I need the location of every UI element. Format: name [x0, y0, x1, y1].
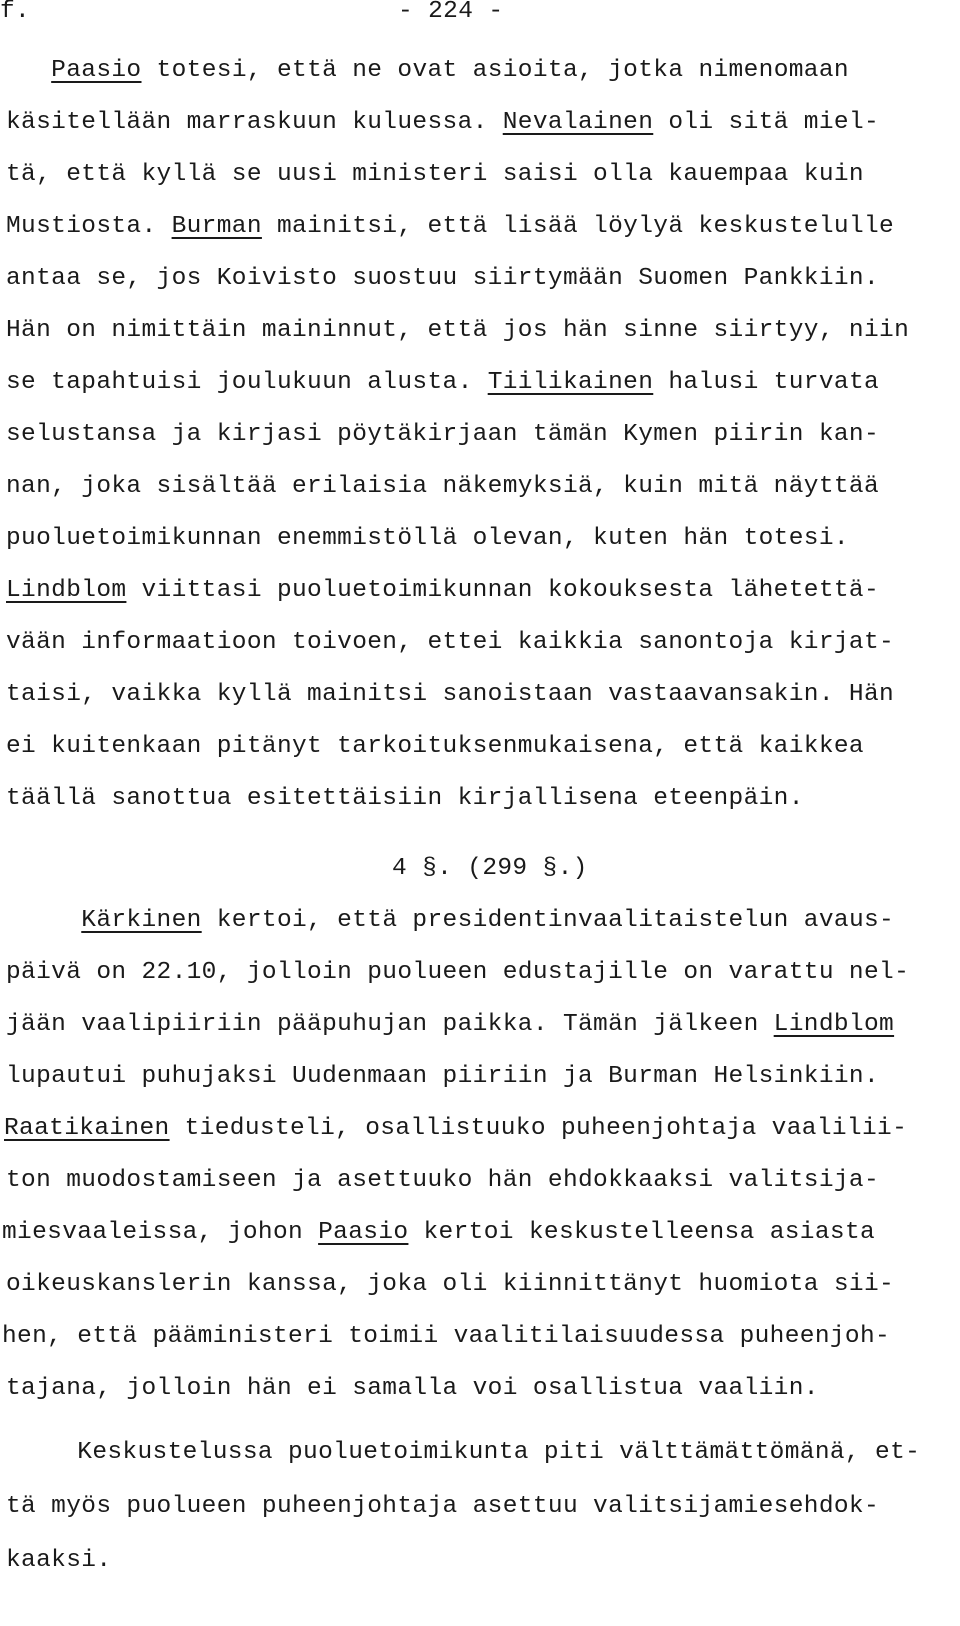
underlined-name: Kärkinen: [81, 907, 202, 934]
text-run: ei kuitenkaan pitänyt tarkoituksenmukaisena, että kaikkea: [6, 733, 864, 760]
text-run: tä myös puolueen puheenjohtaja asettuu valitsijamiesehdok-: [6, 1493, 880, 1520]
text-run: käsitellään marraskuun kuluessa.: [6, 109, 503, 136]
text-line: [4, 1114, 907, 1144]
text-line: [6, 160, 864, 190]
text-run: Mustiosta.: [6, 213, 172, 240]
text-run: oli sitä miel-: [653, 109, 880, 136]
text-run: tä, että kyllä se uusi ministeri saisi olla kauempaa kuin: [6, 161, 864, 188]
header-left-mark: f.: [0, 0, 31, 25]
text-line: [6, 906, 894, 936]
text-run: Hän on nimittäin maininnut, että jos hän sinne siirtyy, niin: [6, 317, 910, 344]
text-line: [6, 732, 864, 762]
text-line: [6, 1546, 111, 1576]
text-run: antaa se, jos Koivisto suostuu siirtymään Suomen Pankkiin.: [6, 265, 880, 292]
text-line: [6, 1374, 819, 1404]
text-run: selustansa ja kirjasi pöytäkirjaan tämän Kymen piirin kan-: [6, 421, 880, 448]
text-run: oikeuskanslerin kanssa, joka oli kiinnittänyt huomiota sii-: [6, 1271, 895, 1298]
text-run: lupautui puhujaksi Uudenmaan piiriin ja Burman Helsinkiin.: [6, 1063, 880, 1090]
text-run: [6, 907, 81, 934]
text-line: [2, 1322, 890, 1352]
text-run: kertoi, että presidentinvaalitaistelun avaus-: [201, 907, 895, 934]
text-run: totesi, että ne ovat asioita, jotka nimenomaan: [141, 57, 849, 84]
text-line: [6, 108, 879, 138]
text-run: viittasi puoluetoimikunnan kokouksesta lähetettä-: [126, 577, 880, 604]
text-line: [6, 524, 849, 554]
text-run: se tapahtuisi joulukuun alusta.: [6, 369, 488, 396]
text-run: tiedusteli, osallistuuko puheenjohtaja vaalilii-: [169, 1115, 908, 1142]
underlined-name: Paasio: [318, 1219, 409, 1246]
text-run: nan, joka sisältää erilaisia näkemyksiä, kuin mitä näyttää: [6, 473, 880, 500]
text-line: [6, 212, 894, 242]
text-line: [6, 958, 909, 988]
text-line: [6, 1010, 894, 1040]
underlined-name: Lindblom: [6, 577, 127, 604]
underlined-name: Paasio: [51, 57, 142, 84]
section-heading: 4 §. (299 §.): [392, 855, 588, 882]
text-run: puoluetoimikunnan enemmistöllä olevan, kuten hän totesi.: [6, 525, 849, 552]
text-line: [6, 1270, 894, 1300]
text-run: taisi, vaikka kyllä mainitsi sanoistaan vastaavansakin. Hän: [6, 681, 895, 708]
text-run: hen, että pääministeri toimii vaalitilaisuudessa puheenjoh-: [2, 1323, 891, 1350]
text-line: [6, 576, 879, 606]
text-line: [6, 368, 879, 398]
text-run: päivä on 22.10, jolloin puolueen edustajille on varattu nel-: [6, 959, 910, 986]
text-run: [6, 57, 51, 84]
text-run: kaaksi.: [6, 1547, 112, 1574]
text-line: [6, 420, 879, 450]
underlined-name: Tiilikainen: [487, 369, 654, 396]
text-line: [6, 680, 894, 710]
text-line: [6, 264, 879, 294]
text-line: [6, 316, 909, 346]
text-run: tajana, jolloin hän ei samalla voi osallistua vaaliin.: [6, 1375, 819, 1402]
underlined-name: Nevalainen: [502, 109, 654, 136]
text-line: [2, 1218, 875, 1248]
text-line: [6, 1492, 879, 1522]
text-run: täällä sanottua esitettäisiin kirjallisena eteenpäin.: [6, 785, 804, 812]
underlined-name: Raatikainen: [4, 1115, 170, 1142]
text-line: [6, 628, 894, 658]
text-line: [6, 1166, 879, 1196]
text-run: halusi turvata: [653, 369, 880, 396]
text-line: [2, 1438, 920, 1468]
text-run: jään vaalipiiriin pääpuhujan paikka. Tämän jälkeen: [6, 1011, 774, 1038]
underlined-name: Burman: [171, 213, 262, 240]
text-run: vään informaatioon toivoen, ettei kaikkia sanontoja kirjat-: [6, 629, 895, 656]
underlined-name: Lindblom: [773, 1011, 895, 1038]
text-run: mainitsi, että lisää löylyä keskustelulle: [261, 213, 895, 240]
text-line: [6, 56, 849, 86]
text-line: [6, 1062, 879, 1092]
text-run: ton muodostamiseen ja asettuuko hän ehdokkaaksi valitsija-: [6, 1167, 880, 1194]
page-number: - 224 -: [398, 0, 504, 25]
text-line: [6, 784, 804, 814]
text-line: [6, 472, 879, 502]
text-run: kertoi keskustelleensa asiasta: [408, 1219, 876, 1246]
text-run: miesvaaleissa, johon: [2, 1219, 319, 1246]
text-run: Keskustelussa puoluetoimikunta piti välttämättömänä, et-: [2, 1439, 921, 1466]
